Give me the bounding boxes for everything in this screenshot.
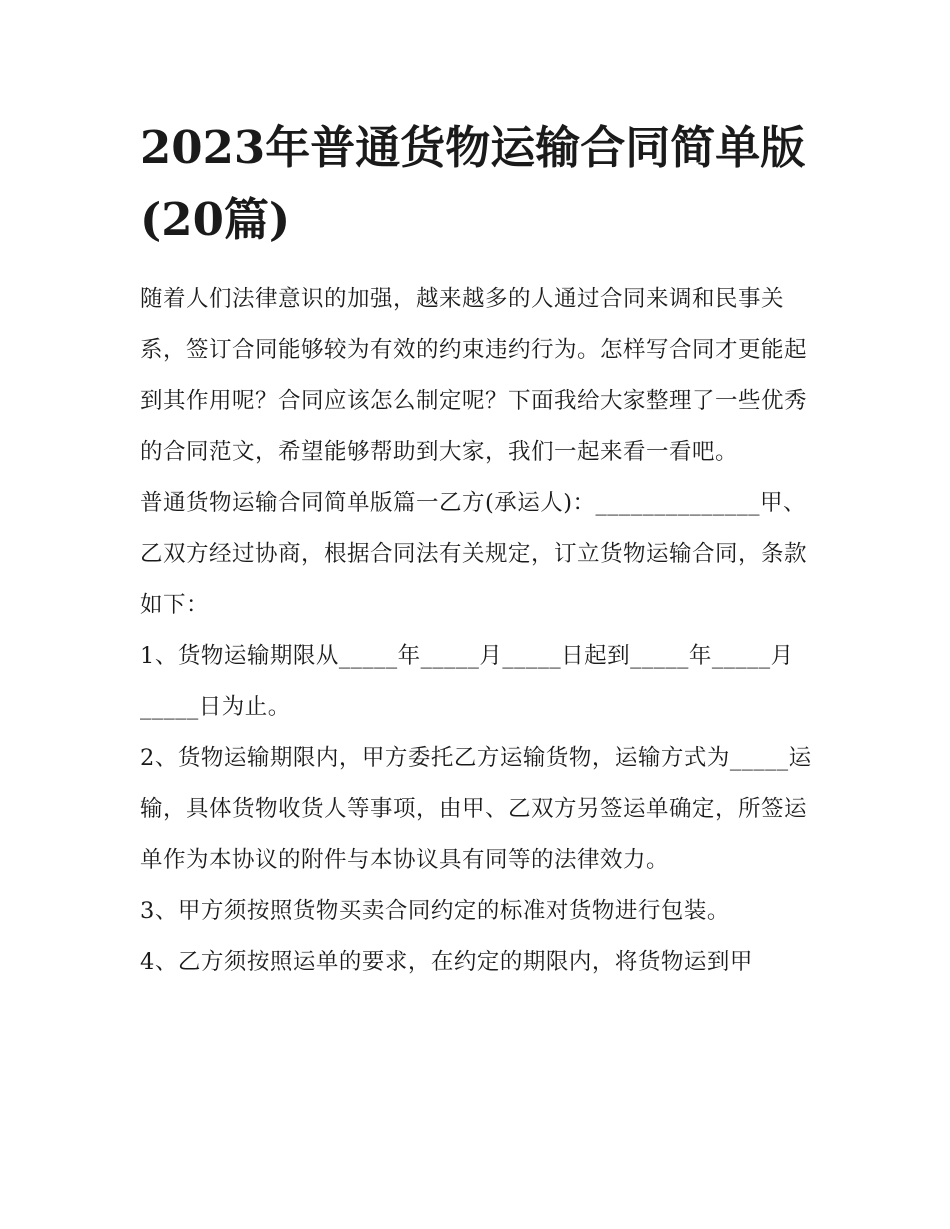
contract-preamble: 普通货物运输合同简单版篇一乙方(承运人)：______________甲、乙双方经过协商，根据合同法有关规定，订立货物运输合同，条款如下：	[140, 490, 808, 618]
clause-2: 2、货物运输期限内，甲方委托乙方运输货物，运输方式为_____运输，具体货物收货人等事项，由甲、乙双方另签运单确定，所签运单作为本协议的附件与本协议具有同等的法律效力。	[140, 745, 812, 873]
clause-1: 1、货物运输期限从_____年_____月_____日起到_____年_____月_____日为止。	[140, 643, 794, 720]
document-title: 2023年普通货物运输合同简单版(20篇)	[140, 121, 806, 246]
clause-4: 4、乙方须按照运单的要求，在约定的期限内，将货物运到甲	[140, 949, 753, 975]
clause-3: 3、甲方须按照货物买卖合同约定的标准对货物进行包装。	[140, 898, 730, 924]
document-body	[140, 112, 820, 988]
intro-paragraph: 随着人们法律意识的加强，越来越多的人通过合同来调和民事关系，签订合同能够较为有效的约束违约行为。怎样写合同才更能起到其作用呢？合同应该怎么制定呢？下面我给大家整理了一些优秀的合同范文，希望能够帮助到大家，我们一起来看一看吧。	[140, 286, 808, 465]
